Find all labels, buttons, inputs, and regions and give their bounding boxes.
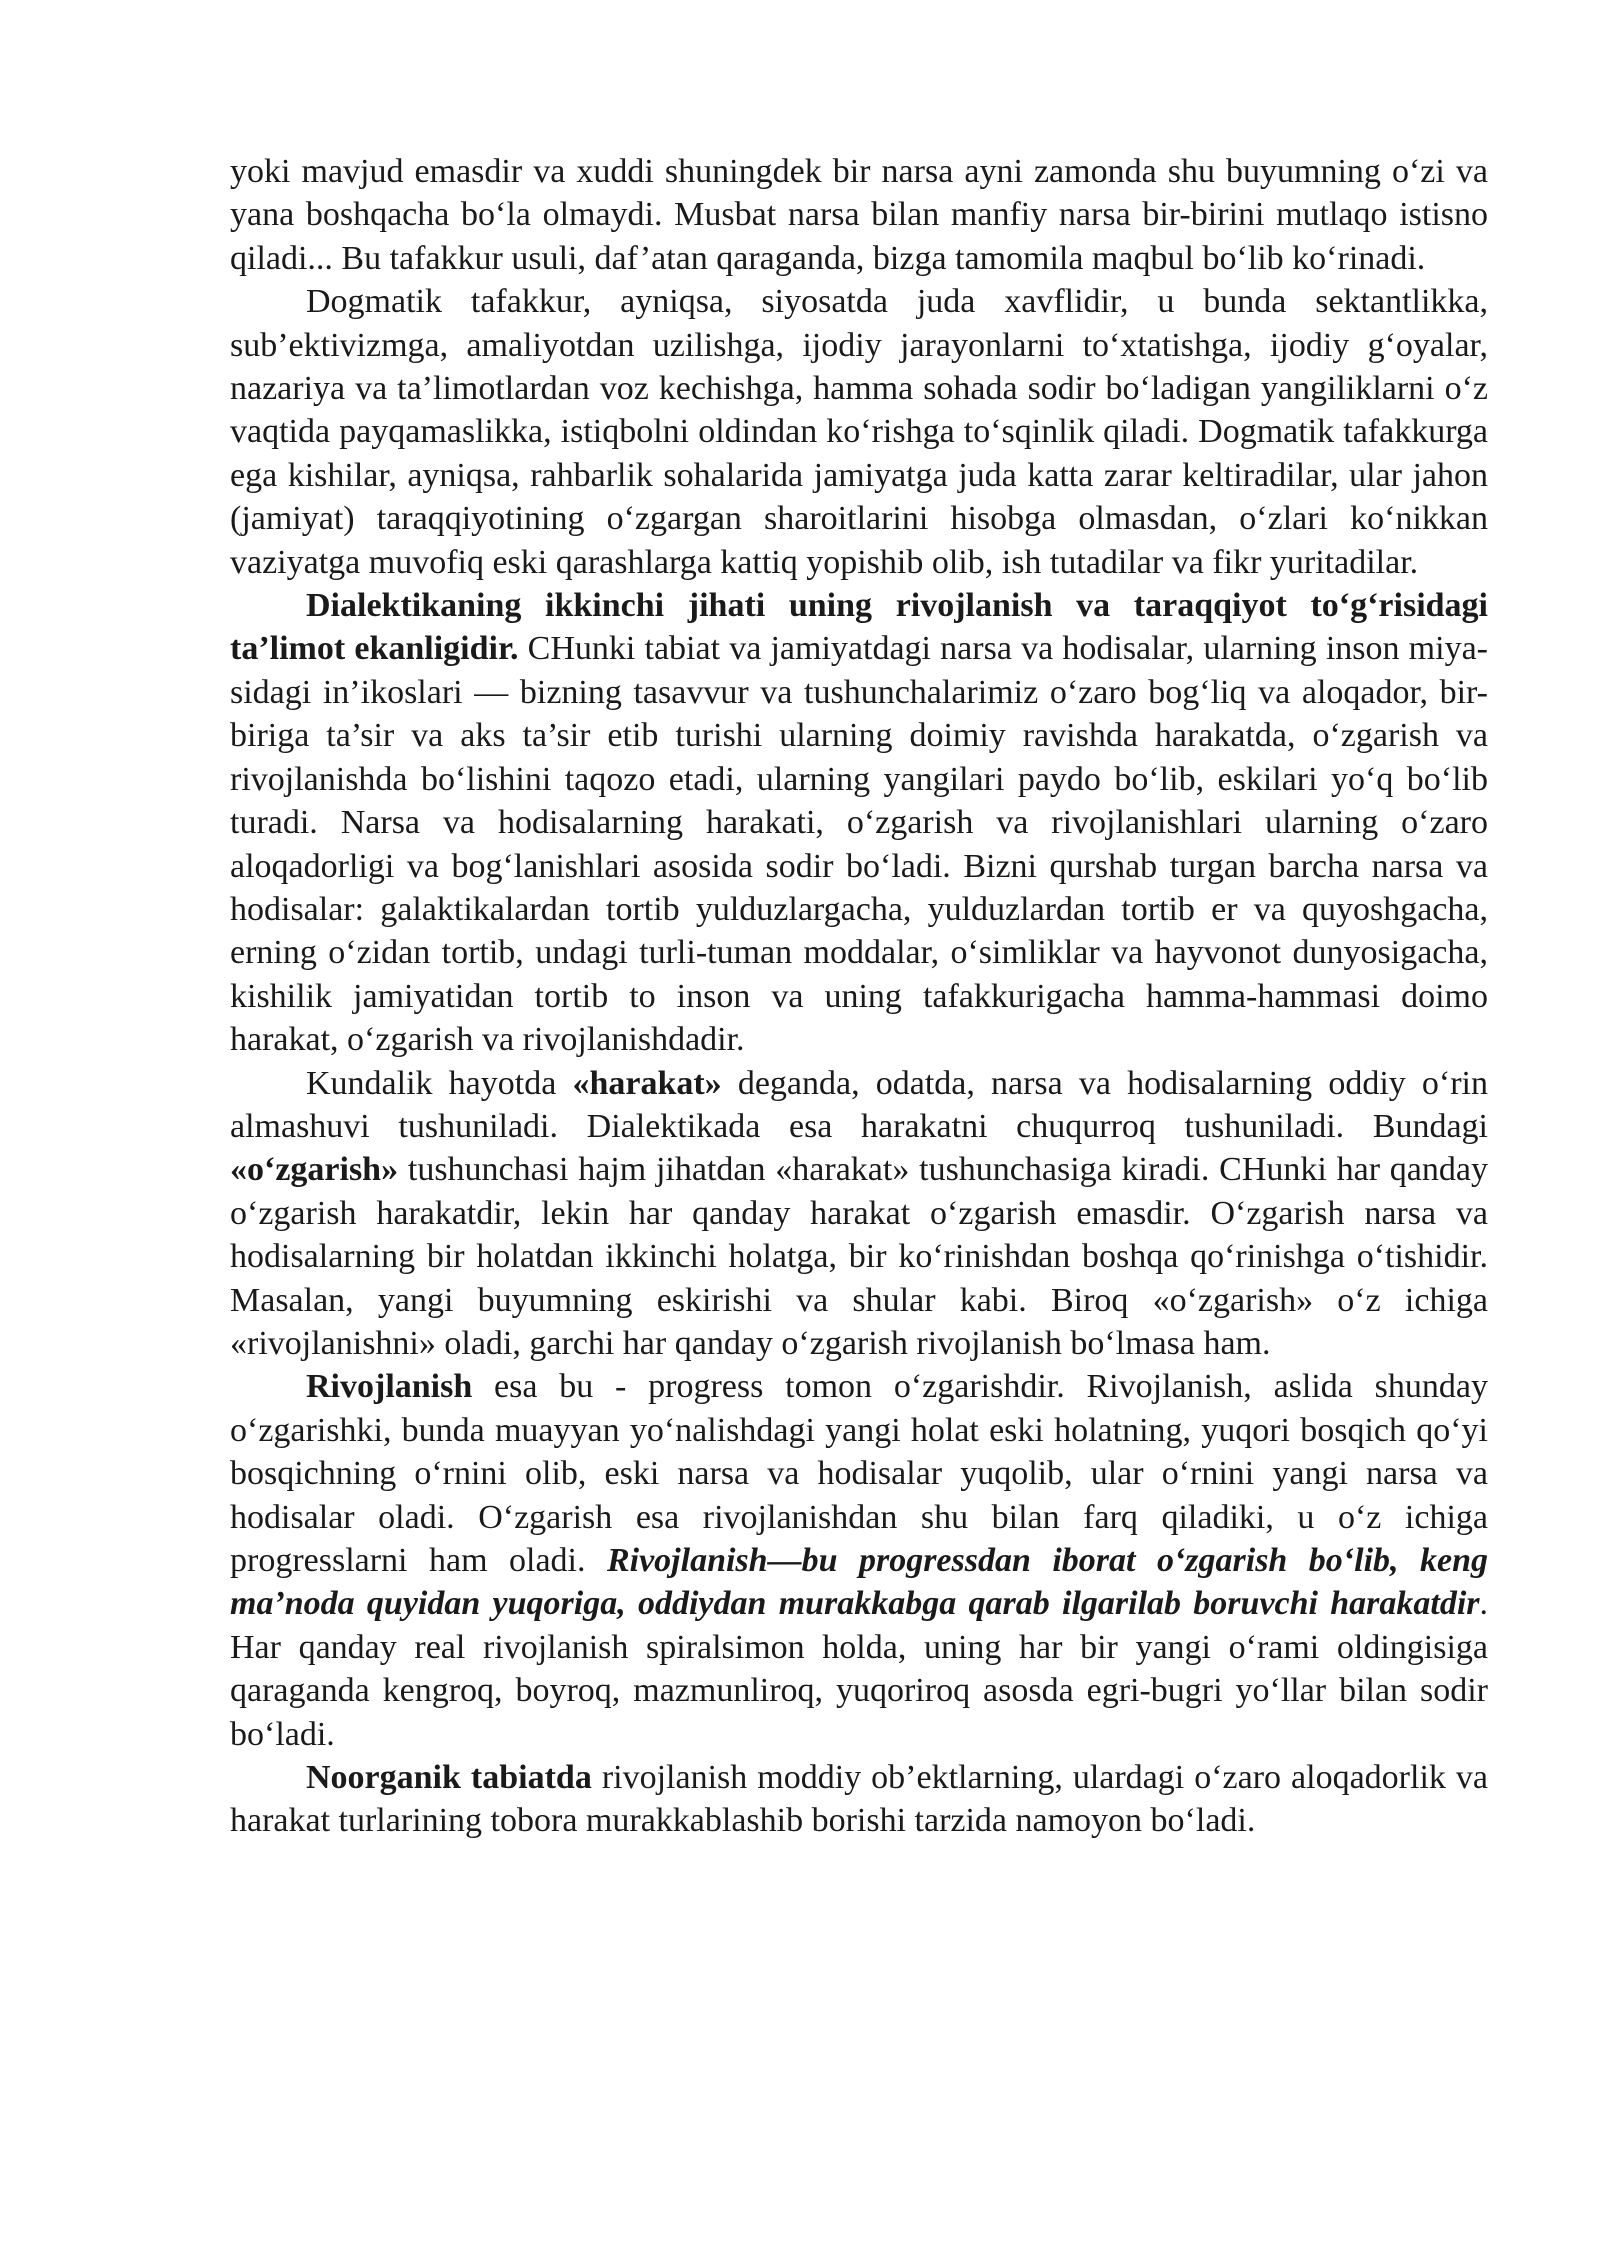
text-run: . Har qanday real rivojlanish spiralsimon holda, uning har bir yangi oʻrami oldingisiga qaraganda kengroq, boyroq, mazmunliroq, yuqoriroq asosda egri-bugri yoʻllar bilan sodir boʻladi. — [230, 1585, 1488, 1753]
bold-term-ozgarish: «oʻzgarish» — [230, 1151, 399, 1189]
text-run: rivojlanish moddiy ob’ektlarning, ulardagi oʻzaro aloqadorlik va harakat turlarining tobora murakkablashib borishi tarzida namoyon boʻladi. — [230, 1759, 1488, 1840]
text-run: deganda, odatda, narsa va hodisalarning oddiy oʻrin almashuvi tushuniladi. Dialektikada esa harakatni chuqurroq tushuniladi. Bundagi — [230, 1064, 1488, 1145]
paragraph-6 — [230, 1756, 1488, 1843]
paragraph-4 — [230, 1062, 1488, 1366]
bold-italic-definition: Rivojlanish—bu progressdan iborat oʻzgarish boʻlib, keng ma’noda quyidan yuqoriga, oddiydan murakkabga qarab ilgarilab boruvchi harakatdir — [230, 1542, 1489, 1623]
bold-heading-run: Dialektikaning ikkinchi jihati uning rivojlanish va taraqqiyot toʻgʻrisidagi ta’limot ekanligidir. — [230, 587, 1488, 668]
paragraph-5 — [230, 1365, 1488, 1756]
paragraph-3 — [230, 584, 1488, 1061]
document-page — [230, 150, 1488, 1843]
paragraph-1 — [230, 150, 1488, 280]
text-run: CHunki tabiat va jamiyatdagi narsa va hodisalar, ularning inson miya-sidagi in’ikoslari — bizning tasavvur va tushunchalarimiz oʻzaro bogʻliq va aloqador, bir-biriga ta’sir va aks ta’sir etib turishi ularning doimiy ravishda harakatda, oʻzgarish va rivojlanishda boʻlishini taqozo etadi, ularning yangilari paydo boʻlib, eskilari yoʻq boʻlib turadi. Narsa va hodisalarning harakati, oʻzgarish va rivojlanishlari ularning oʻzaro aloqadorligi va bogʻlanishlari asosida sodir boʻladi. Bizni qurshab turgan barcha narsa va hodisalar: galaktikalardan tortib yulduzlargacha, yulduzlardan tortib er va quyoshgacha, erning oʻzidan tortib, undagi turli-tuman moddalar, oʻsimliklar va hayvonot dunyosigacha, kishilik jamiyatidan tortib to inson va uning tafakkurigacha hamma-hammasi doimo harakat, oʻzgarish va rivojlanishdadir. — [230, 630, 1488, 1059]
bold-term-harakat: «harakat» — [572, 1064, 722, 1102]
bold-term-noorganik: Noorganik tabiatda — [306, 1759, 592, 1797]
text-run: tushunchasi hajm jihatdan «harakat» tushunchasiga kiradi. CHunki har qanday oʻzgarish harakatdir, lekin har qanday harakat oʻzgarish emasdir. Oʻzgarish narsa va hodisalarning bir holatdan ikkinchi holatga, bir koʻrinishdan boshqa qoʻrinishga oʻtishidir. Masalan, yangi buyumning eskirishi va shular kabi. Biroq «oʻzgarish» oʻz ichiga «rivojlanishni» oladi, garchi har qanday oʻzgarish rivojlanish boʻlmasa ham. — [230, 1151, 1488, 1362]
bold-term-rivojlanish: Rivojlanish — [306, 1368, 473, 1406]
text-run: Dogmatik tafakkur, ayniqsa, siyosatda juda xavflidir, u bunda sektantlikka, sub’ektivizmga, amaliyotdan uzilishga, ijodiy jarayonlarni toʻxtatishga, ijodiy gʻoyalar, nazariya va ta’limotlardan voz kechishga, hamma sohada sodir boʻladigan yangiliklarni oʻz vaqtida payqamaslikka, istiqbolni oldindan koʻrishga toʻsqinlik qiladi. Dogmatik tafakkurga ega kishilar, ayniqsa, rahbarlik sohalarida jamiyatga juda katta zarar keltiradilar, ular jahon (jamiyat) taraqqiyotining oʻzgargan sharoitlarini hisobga olmasdan, oʻzlari koʻnikkan vaziyatga muvofiq eski qarashlarga kattiq yopishib olib, ish tutadilar va fikr yuritadilar. — [230, 283, 1488, 581]
text-run: yoki mavjud emasdir va xuddi shuningdek bir narsa ayni zamonda shu buyumning oʻzi va yana boshqacha boʻla olmaydi. Musbat narsa bilan manfiy narsa bir-birini mutlaqo istisno qiladi... Bu tafakkur usuli, daf’atan qaraganda, bizga tamomila maqbul boʻlib koʻrinadi. — [230, 153, 1488, 277]
paragraph-2 — [230, 280, 1488, 584]
text-run: Kundalik hayotda — [306, 1064, 573, 1102]
text-run: esa bu - progress tomon oʻzgarishdir. Rivojlanish, aslida shunday oʻzgarishki, bunda muayyan yoʻnalishdagi yangi holat eski holatning, yuqori bosqich qoʻyi bosqichning oʻrnini olib, eski narsa va hodisalar yuqolib, ular oʻrnini yangi narsa va hodisalar oladi. Oʻzgarish esa rivojlanishdan shu bilan farq qiladiki, u oʻz ichiga progresslarni ham oladi. — [230, 1368, 1488, 1579]
